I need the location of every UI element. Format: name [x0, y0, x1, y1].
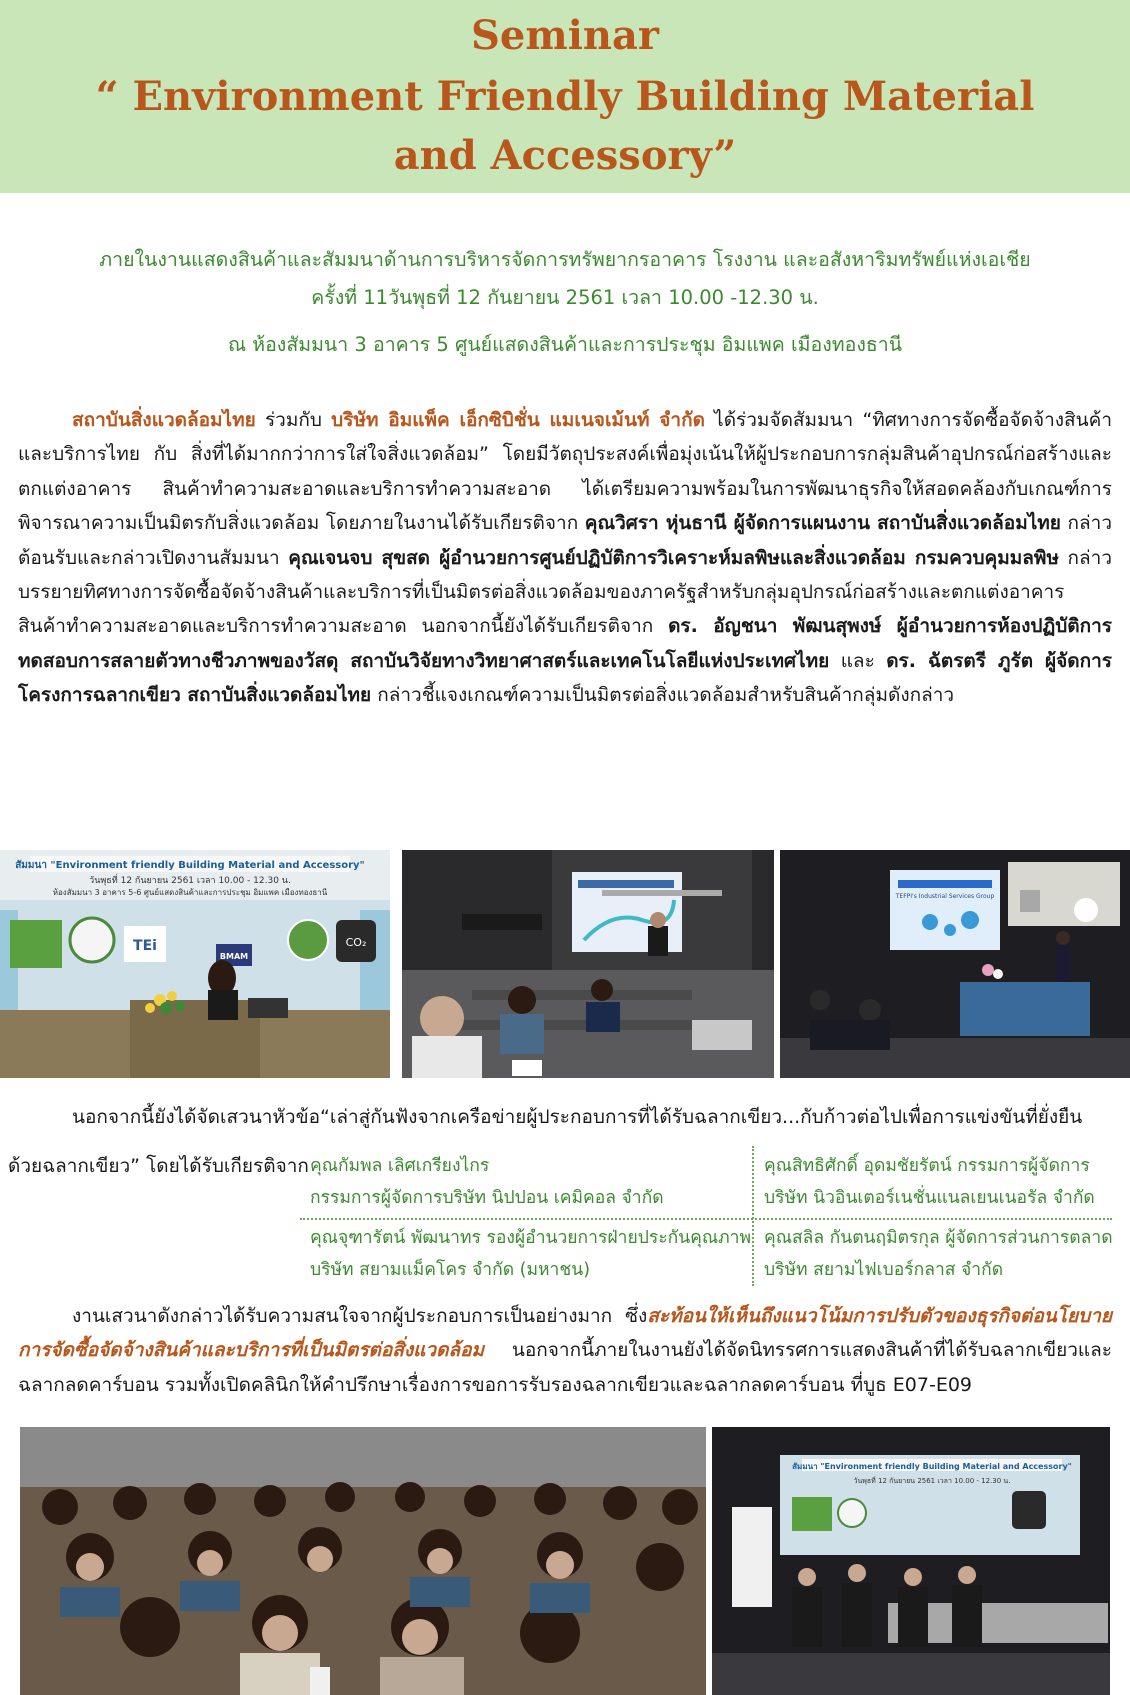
- panel-horizontal-divider: [300, 1218, 1112, 1220]
- speaker-title-1: กรรมการผู้จัดการบริษัท นิปปอน เคมิคอล จำกัด: [310, 1188, 664, 1208]
- photo-panel-discussion: [712, 1427, 1110, 1695]
- speaker-3: ดร. อัญชนา พัฒนสุพงษ์ ผู้อำนวยการห้องปฏิบัติการทดสอบการสลายตัวทางชีวภาพของวัสดุ สถาบันวิจัยทางวิทยาศาสตร์และเทคโนโลยีแห่งประเทศไทย: [18, 615, 1112, 672]
- speaker-name-3: คุณจุฑารัตน์ พัฒนาทร รองผู้อำนวยการฝ่ายประกันคุณภาพ: [310, 1228, 752, 1248]
- speaker-title-3: บริษัท สยามแม็คโคร จำกัด (มหาชน): [310, 1260, 591, 1280]
- svg-text:ห้องสัมมนา 3 อาคาร 5-6 ศูนย์แส: ห้องสัมมนา 3 อาคาร 5-6 ศูนย์แสดงสินค้าและการประชุม อิมแพค เมืองทองธานี: [52, 888, 328, 897]
- svg-text:BMAM: BMAM: [219, 952, 249, 961]
- photo-presenter-audience: [402, 850, 774, 1078]
- speaker-title-2: บริษัท นิวอินเตอร์เนชั่นแนลเยนเนอรัล จำกัด: [764, 1188, 1095, 1208]
- svg-text:วันพุธที่ 12 กันยายน 2561 เวลา: วันพุธที่ 12 กันยายน 2561 เวลา 10.00 - 12.30 น.: [89, 876, 291, 886]
- speaker-name-2: คุณสิทธิศักดิ์ อุดมชัยรัตน์ กรรมการผู้จัดการ: [764, 1156, 1090, 1176]
- photo-speaker-podium: [0, 850, 390, 1078]
- photo1-banner-text: สัมมนา "Environment friendly Building Material and Accessory": [15, 860, 365, 871]
- closing-paragraph: งานเสวนาดังกล่าวได้รับความสนใจจากผู้ประกอบการเป็นอย่างมาก ซึ่งสะท้อนให้เห็นถึงแนวโน้มการปรับตัวของธุรกิจต่อนโยบายการจัดซื้อจัดจ้างสินค้าและบริการที่เป็นมิตรต่อสิ่งแวดล้อม นอกจากนี้ภายในงานยังได้จัดนิทรรศการแสดงสินค้าที่ได้รับฉลากเขียวและฉลากลดคาร์บอน รวมทั้งเปิดคลินิกให้คำปรึกษาเรื่องการขอการรับรองฉลากเขียวและฉลากลดคาร์บอน ที่บูธ E07-E09: [18, 1305, 1112, 1396]
- speaker-name-1: คุณกัมพล เลิศเกรียงไกร: [310, 1156, 490, 1176]
- org-name-tei: สถาบันสิ่งแวดล้อมไทย: [72, 409, 256, 431]
- title-line-1: Seminar: [471, 12, 659, 59]
- svg-text:CO₂: CO₂: [345, 936, 367, 949]
- panel-intro-line-1: นอกจากนี้ยังได้จัดเสวนาหัวข้อ“เล่าสู่กันฟังจากเครือข่ายผู้ประกอบการที่ได้รับฉลากเขียว...กับก้าวต่อไปเพื่อการแข่งขันที่ยั่งยืน: [72, 1106, 1083, 1128]
- speaker-title-4: บริษัท สยามไฟเบอร์กลาส จำกัด: [764, 1260, 1004, 1280]
- panel-intro-line-2: ด้วยฉลากเขียว” โดยได้รับเกียรติจาก: [8, 1155, 309, 1177]
- emphasis-text: สะท้อนให้เห็นถึงแนวโน้มการปรับตัวของธุรกิจต่อนโยบายการจัดซื้อจัดจ้างสินค้าและบริการที่เป็นมิตรต่อสิ่งแวดล้อม: [18, 1305, 1112, 1362]
- photo-audience: [20, 1427, 706, 1695]
- speaker-4: ดร. ฉัตรตรี ภูรัต ผู้จัดการโครงการฉลากเขียว สถาบันสิ่งแวดล้อมไทย: [18, 649, 1112, 707]
- title-line-2: “ Environment Friendly Building Material: [95, 73, 1035, 120]
- event-info-line-1: ภายในงานแสดงสินค้าและสัมมนาด้านการบริหารจัดการทรัพยากรอาคาร โรงงาน และอสังหาริมทรัพย์แห่งเอเชีย: [99, 248, 1031, 271]
- svg-text:TEFPI's Industrial Services Gr: TEFPI's Industrial Services Group: [895, 893, 995, 900]
- event-info-line-2: ครั้งที่ 11วันพุธที่ 12 กันยายน 2561 เวลา 10.00 -12.30 น.: [311, 286, 819, 309]
- event-info-line-3: ณ ห้องสัมมนา 3 อาคาร 5 ศูนย์แสดงสินค้าและการประชุม อิมแพค เมืองทองธานี: [227, 333, 903, 356]
- photo-female-presenter: [780, 850, 1130, 1078]
- svg-text:สัมมนา "Environment friendly B: สัมมนา "Environment friendly Building Material and Accessory": [792, 1462, 1072, 1471]
- title-banner: [0, 0, 1130, 193]
- panel-vertical-divider: [752, 1146, 754, 1286]
- title-line-3: and Accessory”: [393, 132, 737, 179]
- org-name-impact: บริษัท อิมแพ็ค เอ็กซิบิชั่น แมเนจเม้นท์ จำกัด: [331, 409, 705, 431]
- speaker-2: คุณเจนจบ สุขสด ผู้อำนวยการศูนย์ปฏิบัติการวิเคราะห์มลพิษและสิ่งแวดล้อม กรมควบคุมมลพิษ: [288, 546, 1059, 569]
- svg-text:TEi: TEi: [133, 938, 157, 954]
- svg-text:วันพุธที่ 12 กันยายน 2561 เวลา: วันพุธที่ 12 กันยายน 2561 เวลา 10.00 - 12.30 น.: [853, 1477, 1011, 1485]
- speaker-1: คุณวิศรา หุ่นธานี ผู้จัดการแผนงาน สถาบันสิ่งแวดล้อมไทย: [584, 512, 1061, 535]
- speaker-name-4: คุณสลิล กันตนฤมิตรกุล ผู้จัดการส่วนการตลาด: [764, 1228, 1113, 1248]
- main-paragraph: สถาบันสิ่งแวดล้อมไทย ร่วมกับ บริษัท อิมแพ็ค เอ็กซิบิชั่น แมเนจเม้นท์ จำกัด ได้ร่วมจัดสัมมนา “ทิศทางการจัดซื้อจัดจ้างสินค้าและบริการไทย กับ สิ่งที่ได้มากกว่าการใส่ใจสิ่งแวดล้อม” โดยมีวัตถุประสงค์เพื่อมุ่งเน้นให้ผู้ประกอบการกลุ่มสินค้าอุปกรณ์ก่อสร้างและตกแต่งอาคาร สินค้าทำความสะอาดและบริการทำความสะอาด ได้เตรียมความพร้อมในการพัฒนาธุรกิจให้สอดคล้องกับเกณฑ์การพิจารณาความเป็นมิตรกับสิ่งแวดล้อม โดยภายในงานได้รับเกียรติจาก คุณวิศรา หุ่นธานี ผู้จัดการแผนงาน สถาบันสิ่งแวดล้อมไทย กล่าวต้อนรับและกล่าวเปิดงานสัมมนา คุณเจนจบ สุขสด ผู้อำนวยการศูนย์ปฏิบัติการวิเคราะห์มลพิษและสิ่งแวดล้อม กรมควบคุมมลพิษ กล่าวบรรยายทิศทางการจัดซื้อจัดจ้างสินค้าและบริการที่เป็นมิตรต่อสิ่งแวดล้อมของภาครัฐสำหรับกลุ่มอุปกรณ์ก่อสร้างและตกแต่งอาคาร สินค้าทำความสะอาดและบริการทำความสะอาด นอกจากนี้ยังได้รับเกียรติจาก ดร. อัญชนา พัฒนสุพงษ์ ผู้อำนวยการห้องปฏิบัติการทดสอบการสลายตัวทางชีวภาพของวัสดุ สถาบันวิจัยทางวิทยาศาสตร์และเทคโนโลยีแห่งประเทศไทย และ ดร. ฉัตรตรี ภูรัต ผู้จัดการโครงการฉลากเขียว สถาบันสิ่งแวดล้อมไทย กล่าวชี้แจงเกณฑ์ความเป็นมิตรต่อสิ่งแวดล้อมสำหรับสินค้ากลุ่มดังกล่าว: [18, 409, 1113, 707]
